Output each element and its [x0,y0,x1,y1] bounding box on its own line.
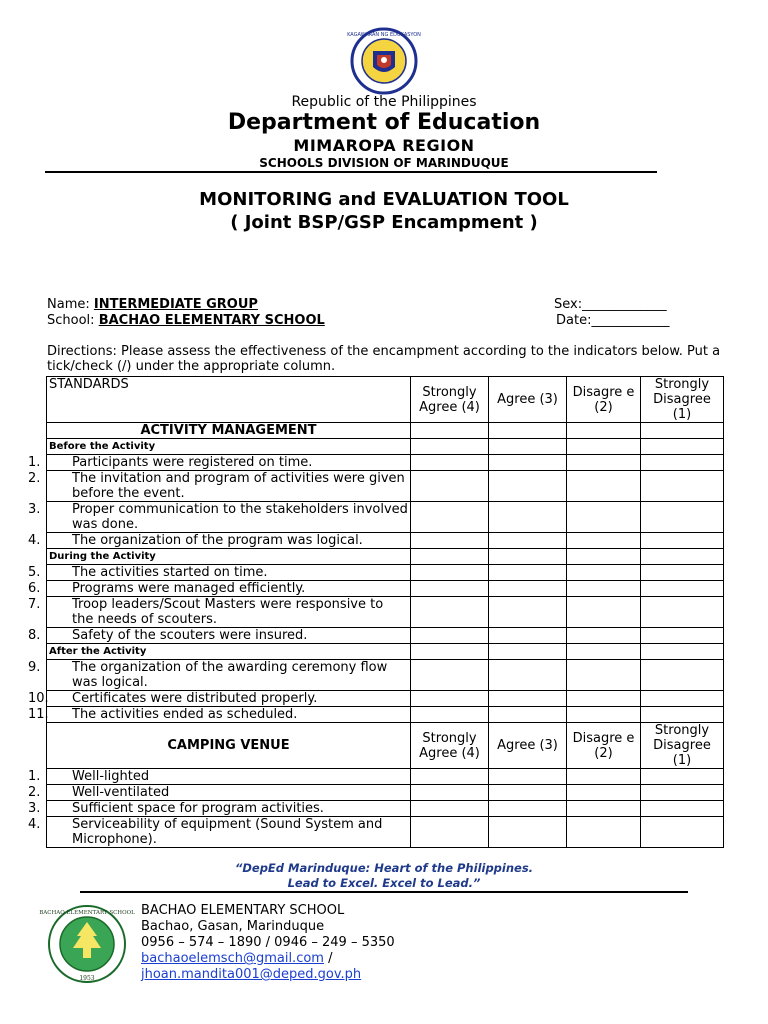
indicator-text [28,502,411,533]
seal-text: KAGAWARAN NG EDUKASYON [347,32,421,38]
date-field[interactable]: Date:____________ [556,313,670,328]
indicator-number: 3. [28,801,41,816]
rating-cell[interactable] [489,455,567,471]
rating-cell[interactable] [489,817,567,848]
indicator-number: 5. [28,565,41,580]
indicator-row [47,597,724,628]
indicator-number: 2. [28,471,41,486]
rating-cell[interactable] [567,549,641,565]
rating-cell[interactable] [641,817,724,848]
indicator-label: The activities started on time. [72,565,268,580]
motto-line-1: “DepEd Marinduque: Heart of the Philippines. [234,861,534,875]
school-logo [39,904,135,984]
rating-cell[interactable] [567,691,641,707]
header-divider [45,171,657,173]
department-title: Department of Education [227,110,541,135]
scale-header-row [47,723,724,769]
standards-header: STANDARDS [47,377,411,423]
republic-text: Republic of the Philippines [291,94,477,110]
rating-cell[interactable] [641,471,724,502]
indicator-number: 1. [28,769,41,784]
form-title: MONITORING and EVALUATION TOOL [199,189,569,210]
logo-text: BACHAO ELEMENTARY SCHOOL [39,910,135,916]
section-header: CAMPING VENUE [47,723,411,769]
form-subtitle: ( Joint BSP/GSP Encampment ) [230,212,538,233]
indicator-text [28,565,411,581]
indicator-label: Certificates were distributed properly. [72,691,318,706]
rating-cell[interactable] [641,644,724,660]
rating-cell[interactable] [489,439,567,455]
indicator-row [47,801,724,817]
indicator-text [28,707,411,723]
rating-cell[interactable] [489,581,567,597]
rating-cell[interactable] [567,660,641,691]
scale-header: Strongly Disagree (1) [641,723,724,769]
school-value: BACHAO ELEMENTARY SCHOOL [98,313,325,328]
rating-cell[interactable] [411,581,489,597]
sex-field[interactable]: Sex:_____________ [554,297,667,312]
division-title: SCHOOLS DIVISION OF MARINDUQUE [259,156,509,170]
indicator-row [47,817,724,848]
rating-cell[interactable] [489,423,567,439]
rating-cell[interactable] [567,644,641,660]
indicator-label: Sufficient space for program activities. [72,801,324,816]
indicator-label: Proper communication to the stakeholders involved was done. [72,502,408,532]
rating-cell[interactable] [567,439,641,455]
rating-cell[interactable] [641,660,724,691]
rating-cell[interactable] [567,502,641,533]
rating-cell[interactable] [411,817,489,848]
rating-cell[interactable] [489,707,567,723]
indicator-text [28,533,411,549]
rating-cell[interactable] [641,707,724,723]
phase-label: During the Activity [47,549,411,565]
indicator-label: The organization of the awarding ceremony flow was logical. [72,660,388,690]
indicator-label: Programs were managed efficiently. [72,581,306,596]
rating-cell[interactable] [641,502,724,533]
rating-cell[interactable] [489,769,567,785]
indicator-row [47,628,724,644]
indicator-text [28,691,411,707]
rating-cell[interactable] [641,628,724,644]
name-line [47,297,258,312]
indicator-number: 4. [28,533,41,548]
rating-cell[interactable] [641,565,724,581]
indicator-number: 2. [28,785,41,800]
rating-cell[interactable] [489,785,567,801]
scale-header: Strongly Disagree (1) [641,377,724,423]
rating-cell[interactable] [489,801,567,817]
rating-cell[interactable] [411,628,489,644]
indicator-text [28,801,411,817]
rating-cell[interactable] [567,785,641,801]
rating-cell[interactable] [567,817,641,848]
rating-cell[interactable] [567,471,641,502]
name-value: INTERMEDIATE GROUP [93,297,258,312]
footer-address: Bachao, Gasan, Marinduque [141,919,325,934]
indicator-row [47,502,724,533]
name-label: Name: [47,297,90,312]
rating-cell[interactable] [411,565,489,581]
indicator-text [28,785,411,801]
rating-cell[interactable] [411,471,489,502]
deped-seal-logo [349,27,419,95]
rating-cell[interactable] [567,533,641,549]
rating-cell[interactable] [567,581,641,597]
rating-cell[interactable] [567,565,641,581]
rating-cell[interactable] [641,423,724,439]
rating-cell[interactable] [641,801,724,817]
rating-cell[interactable] [567,769,641,785]
indicator-text [28,455,411,471]
section-row [47,423,724,439]
indicator-row [47,581,724,597]
indicator-label: Participants were registered on time. [72,455,313,470]
rating-cell[interactable] [489,502,567,533]
indicator-row [47,769,724,785]
indicator-text [28,581,411,597]
rating-cell[interactable] [641,533,724,549]
rating-cell[interactable] [411,439,489,455]
scale-header: Strongly Agree (4) [411,723,489,769]
phase-row [47,644,724,660]
scale-header: Disagre e (2) [567,723,641,769]
directions-text: Directions: Please assess the effectiveness of the encampment according to the indicators below. Put a tick/check (/) under the appropriate column. [47,344,721,374]
rating-cell[interactable] [411,549,489,565]
footer-phones: 0956 – 574 – 1890 / 0946 – 249 – 5350 [141,935,395,950]
indicator-label: Well-lighted [72,769,150,784]
rating-cell[interactable] [411,801,489,817]
evaluation-table [28,376,724,848]
indicator-row [47,471,724,502]
indicator-text [28,817,411,848]
indicator-label: Well-ventilated [72,785,170,800]
motto-line-2: Lead to Excel. Excel to Lead.” [287,876,481,890]
rating-cell[interactable] [489,628,567,644]
scale-header: Disagre e (2) [567,377,641,423]
indicator-row [47,565,724,581]
rating-cell[interactable] [641,785,724,801]
rating-cell[interactable] [411,644,489,660]
rating-cell[interactable] [489,471,567,502]
indicator-label: The activities ended as scheduled. [72,707,298,722]
indicator-text [28,769,411,785]
indicator-number: 1. [28,455,41,470]
rating-cell[interactable] [641,581,724,597]
rating-cell[interactable] [641,439,724,455]
footer-school: BACHAO ELEMENTARY SCHOOL [141,903,345,918]
email-link-2[interactable]: jhoan.mandita001@deped.gov.ph [141,967,362,982]
section-title: ACTIVITY MANAGEMENT [47,423,411,439]
region-title: MIMAROPA REGION [293,136,475,155]
phase-label: Before the Activity [47,439,411,455]
email-link-1[interactable]: bachaoelemsch@gmail.com [141,951,324,966]
indicator-row [47,455,724,471]
indicator-text [28,597,411,628]
rating-cell[interactable] [641,691,724,707]
phase-row [47,439,724,455]
rating-cell[interactable] [411,660,489,691]
scale-header: Agree (3) [489,377,567,423]
indicator-text [28,471,411,502]
indicator-number: 11. [28,707,49,722]
indicator-row [47,533,724,549]
email-separator: / [328,951,333,966]
rating-cell[interactable] [641,455,724,471]
scale-header: Strongly Agree (4) [411,377,489,423]
indicator-number: 8. [28,628,41,643]
indicator-row [47,785,724,801]
rating-cell[interactable] [411,597,489,628]
school-line [47,313,325,328]
indicator-label: The organization of the program was logical. [72,533,363,548]
indicator-label: Serviceability of equipment (Sound System and Microphone). [72,817,383,847]
rating-cell[interactable] [489,597,567,628]
rating-cell[interactable] [489,533,567,549]
indicator-row [47,691,724,707]
rating-cell[interactable] [641,769,724,785]
rating-cell[interactable] [489,644,567,660]
scale-header: Agree (3) [489,723,567,769]
indicator-row [47,660,724,691]
indicator-text [28,660,411,691]
rating-cell[interactable] [411,691,489,707]
phase-row [47,549,724,565]
rating-cell[interactable] [489,691,567,707]
indicator-number: 4. [28,817,41,832]
rating-cell[interactable] [411,423,489,439]
rating-cell[interactable] [411,502,489,533]
indicator-row [47,707,724,723]
logo-year: 1953 [79,975,95,982]
indicator-label: The invitation and program of activities were given before the event. [72,471,405,501]
rating-cell[interactable] [411,707,489,723]
indicator-number: 9. [28,660,41,675]
rating-cell[interactable] [411,533,489,549]
indicator-text [28,628,411,644]
rating-cell[interactable] [567,628,641,644]
rating-cell[interactable] [567,423,641,439]
indicator-number: 3. [28,502,41,517]
rating-cell[interactable] [567,801,641,817]
rating-cell[interactable] [411,455,489,471]
indicator-label: Safety of the scouters were insured. [72,628,308,643]
evaluation-table-body [28,377,724,848]
footer-divider [80,891,688,893]
rating-cell[interactable] [641,549,724,565]
phase-label: After the Activity [47,644,411,660]
rating-cell[interactable] [489,549,567,565]
indicator-number: 10. [28,691,49,706]
rating-cell[interactable] [567,707,641,723]
scale-header-row [47,377,724,423]
rating-cell[interactable] [411,769,489,785]
rating-cell[interactable] [567,455,641,471]
rating-cell[interactable] [489,565,567,581]
rating-cell[interactable] [567,597,641,628]
indicator-label: Troop leaders/Scout Masters were responsive to the needs of scouters. [72,597,384,627]
rating-cell[interactable] [641,597,724,628]
footer-contact [141,903,395,983]
indicator-number: 7. [28,597,41,612]
rating-cell[interactable] [411,785,489,801]
school-label: School: [47,313,95,328]
indicator-number: 6. [28,581,41,596]
rating-cell[interactable] [489,660,567,691]
